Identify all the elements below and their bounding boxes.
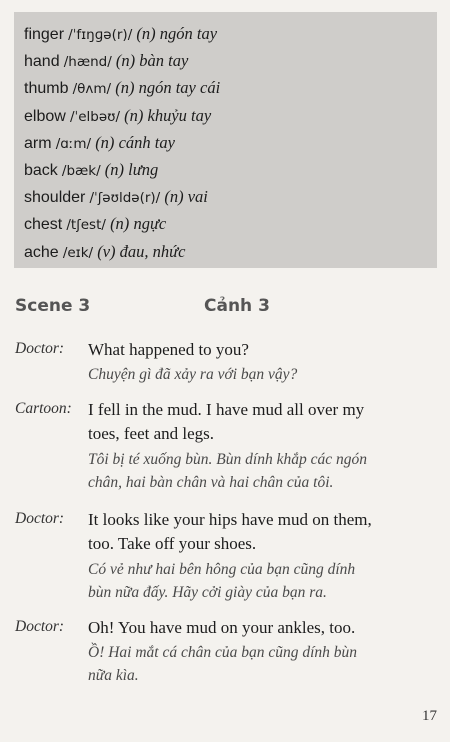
- vocab-entry: [24, 20, 437, 47]
- english-line: too. Take off your shoes.: [88, 534, 257, 553]
- vocab-word: arm: [24, 134, 52, 152]
- vocab-entry: [24, 238, 437, 265]
- english-line: It looks like your hips have mud on them,: [88, 510, 372, 529]
- vocab-pos: (v): [97, 241, 116, 261]
- english-line: toes, feet and legs.: [88, 424, 215, 443]
- vietnamese-line: Tôi bị té xuống bùn. Bùn dính khắp các ngón: [88, 451, 367, 468]
- vietnamese-line: bùn nữa đấy. Hãy cởi giày của bạn ra.: [88, 584, 327, 601]
- vocab-ipa: /eɪk/: [62, 244, 94, 261]
- speaker-label: Doctor:: [15, 618, 65, 635]
- english-line: I fell in the mud. I have mud all over my: [88, 400, 365, 419]
- vocab-entry: [24, 74, 437, 101]
- vietnamese-line: nữa kìa.: [88, 667, 139, 684]
- vocab-word: thumb: [24, 80, 69, 98]
- english-line: Oh! You have mud on your ankles, too.: [88, 618, 356, 637]
- speaker-label: Doctor:: [15, 510, 65, 527]
- vocab-word: finger: [24, 26, 65, 43]
- vocab-pos: (n): [110, 214, 130, 234]
- vocab-meaning: ngón tay: [159, 24, 218, 43]
- vocab-ipa: /ˈfɪŋɡə(r)/: [68, 27, 133, 43]
- vocab-entry: [24, 156, 437, 183]
- vocab-word: ache: [24, 243, 59, 261]
- vocab-entry: [24, 47, 437, 74]
- vocab-meaning: vai: [187, 187, 208, 207]
- vocab-meaning: ngón tay cái: [138, 78, 221, 98]
- scene-title-vi: Cảnh 3: [204, 296, 270, 316]
- vocab-meaning: lưng: [128, 159, 159, 179]
- vocab-word: back: [24, 161, 58, 179]
- vocab-word: chest: [24, 216, 63, 234]
- vocab-word: hand: [24, 53, 60, 71]
- vocabulary-box: [14, 12, 437, 268]
- vocab-meaning: ngực: [133, 214, 167, 234]
- vocab-ipa: /θʌm/: [72, 81, 112, 98]
- vocab-ipa: /ˈʃəʊldə(r)/: [89, 190, 161, 207]
- vietnamese-line: Có vẻ như hai bên hông của bạn cũng dính: [88, 561, 356, 578]
- vocab-word: elbow: [24, 107, 66, 125]
- vocab-meaning: cánh tay: [118, 132, 175, 152]
- speaker-label: Doctor:: [15, 340, 65, 357]
- vocab-word: shoulder: [24, 189, 86, 207]
- vocab-pos: (n): [95, 132, 115, 152]
- vocab-ipa: /tʃest/: [66, 217, 106, 234]
- vocab-ipa: /ɑːm/: [55, 135, 92, 152]
- vocab-entry: [24, 210, 437, 237]
- vocab-ipa: /hænd/: [63, 54, 112, 71]
- vocab-entry: [24, 102, 437, 129]
- vocab-meaning: bàn tay: [139, 51, 189, 71]
- vietnamese-line: Chuyện gì đã xảy ra với bạn vậy?: [88, 366, 298, 383]
- vocab-entry: [24, 129, 437, 156]
- vocab-pos: (n): [136, 24, 156, 43]
- vocab-ipa: /ˈelbəʊ/: [69, 108, 121, 125]
- vocab-entry: [24, 183, 437, 210]
- vocab-pos: (n): [115, 78, 135, 98]
- vietnamese-line: chân, hai bàn chân và hai chân của tôi.: [88, 474, 334, 491]
- speaker-label: Cartoon:: [15, 400, 72, 417]
- vocab-pos: (n): [115, 51, 136, 71]
- english-line: What happened to you?: [88, 340, 249, 359]
- vietnamese-line: Ồ! Hai mắt cá chân của bạn cũng dính bùn: [88, 644, 358, 661]
- vocab-meaning: khuỷu tay: [147, 105, 212, 125]
- vocab-pos: (n): [164, 187, 184, 207]
- page-number: 17: [422, 708, 437, 724]
- vocab-pos: (n): [104, 159, 125, 179]
- vocab-pos: (n): [124, 105, 144, 125]
- vocab-ipa: /bæk/: [61, 162, 101, 179]
- scene-title-en: Scene 3: [15, 296, 91, 316]
- vocab-meaning: đau, nhức: [119, 241, 186, 261]
